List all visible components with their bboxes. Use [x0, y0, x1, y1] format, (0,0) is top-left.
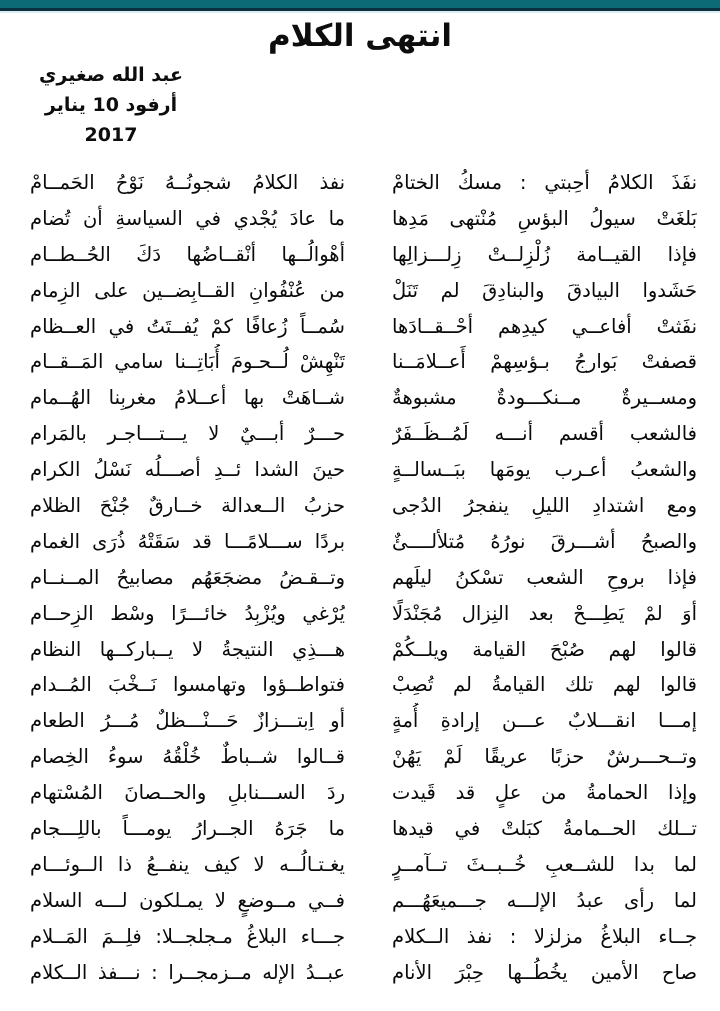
second-hemistich: وتــقـضُ مضجَعَهُم مصابيحُ المــنــام [30, 565, 345, 589]
second-hemistich: شــاهَتْ بها أعــلامُ مغربِنا الهُــمام [30, 386, 345, 410]
second-hemistich: جـــاء البلاغُ مـجلجــلا: فلِــمَ المَــلام [30, 924, 345, 948]
verse-row [0, 237, 720, 273]
byline-block [26, 60, 196, 150]
second-hemistich: هـــذِي النتيجةُ لا يــباركــها النظام [30, 637, 345, 661]
verse-row [0, 273, 720, 309]
second-hemistich: يُرْغي ويُزْبِدُ خائـــرًا وسْط الزِحــام [30, 601, 345, 625]
poem-title: انتهى الكلام [267, 18, 453, 54]
second-hemistich: ما جَرَهُ الجــرارُ يومـــاً باللِـــجام [30, 817, 345, 841]
first-hemistich: والشعبُ أعـرب يومَها ببَــسالــةٍ [392, 458, 697, 482]
second-hemistich: نفذ الكلامُ شجونُــهُ نَوْحُ الحَمــامْ [30, 171, 345, 194]
first-hemistich: فإذا القيــامة زُلْزِلــتْ زِلـــزالِها [392, 242, 697, 266]
verse-row [0, 416, 720, 452]
first-hemistich: فالشعب أقسم أنـــه لَمُــظَــفَرٌ [392, 422, 697, 446]
first-hemistich: بَلغَتْ سيولُ البؤسِ مُنْتهى مَدِها [392, 206, 697, 230]
first-hemistich: فإذا بروحِ الشعب تسْكنُ ليلَهم [392, 565, 697, 589]
second-hemistich: أهْوالُــها أنْقــاضُها دَكَ الحُــطــام [30, 242, 345, 266]
second-hemistich: حـــرٌ أبـــيٌ لا يـــتـــاجـر بالمَرام [30, 422, 345, 446]
author-name: عبد الله صغيري [39, 64, 183, 86]
first-hemistich: نفَذَ الكلامُ أحِبتي : مسكُ الختامْ [392, 171, 697, 194]
second-hemistich: يغـتـالُــه لا كيف ينفــعُ ذا الــوئـــام [30, 852, 345, 876]
first-hemistich: جــاء البلاغُ مزلزلا : نفذ الــكلام [392, 924, 697, 948]
place-date: أرفود 10 يناير 2017 [44, 94, 178, 146]
verse-row [0, 309, 720, 345]
verse-row [0, 919, 720, 955]
second-hemistich: فــي مــوضعٍ لا يمـلكون لـــه السلام [30, 888, 345, 912]
verse-row [0, 452, 720, 488]
second-hemistich: حينَ الشدا ئــدِ أصـــلُه نَسْلُ الكرام [30, 458, 345, 482]
first-hemistich: صاح الأمين يخُطُــها حِبْرَ الأنام [392, 960, 697, 984]
second-hemistich: حزبُ الــعدالة خــارقٌ جُنْحَ الظلام [30, 494, 345, 518]
verse-row [0, 703, 720, 739]
verse-row [0, 775, 720, 811]
verse-row [0, 847, 720, 883]
top-border-bar [0, 0, 720, 8]
first-hemistich: قالوا لهم تلك القيامةُ لم تُصِبْ [392, 673, 697, 697]
second-hemistich: تَنْهِشْ لُــحـومَ أُبَاتِــنا سامي المَــقــام [30, 350, 345, 374]
first-hemistich: لما بدا للشــعبِ خُــبــثَ تــآمــرٍ [392, 852, 697, 876]
second-hemistich: فتواطــؤوا وتهامسوا نَــخْبَ المُــدام [30, 673, 345, 697]
verse-row [0, 524, 720, 560]
second-hemistich: أو اِبتـــزازٌ حَـــنْـــظلٌ مُـــرُ الطعام [30, 709, 345, 733]
verse-row [0, 955, 720, 991]
verse-row [0, 344, 720, 380]
top-border-underline [0, 11, 720, 13]
first-hemistich: قالوا لهم صُبْحَ القيامة ويلــكُمْ [392, 637, 697, 661]
first-hemistich: أوَ لمْ يَطِـــحْ بعد النِزال مُجَنْدَلًا [392, 601, 697, 625]
second-hemistich: ردَ الســـنابلِ والحــصانَ المُسْتهام [30, 781, 345, 805]
verse-row [0, 201, 720, 237]
verse-row [0, 380, 720, 416]
second-hemistich: من عُنْفُوانِ القــابِضــين على الزِمام [30, 278, 345, 302]
verse-row [0, 739, 720, 775]
first-hemistich: ومع اشتدادِ الليلِ ينفجرُ الدُجى [392, 494, 697, 518]
verse-row [0, 811, 720, 847]
first-hemistich: وتــحـــرشٌ حزبًا عريقًا لَمْ يَهُنْ [392, 745, 697, 769]
first-hemistich: ومســيرةٌ مــنكـــودةٌ مشبوهةٌ [392, 386, 697, 410]
first-hemistich: نفَثتْ أفاعــي كيدِهم أحْــقــادَها [392, 314, 697, 338]
first-hemistich: تــلك الحــمامةُ كبَلتْ في قيدها [392, 817, 697, 841]
verse-row [0, 596, 720, 632]
second-hemistich: قــالوا شــباطٌ خُلْقُهُ سوءُ الخِصام [30, 745, 345, 769]
second-hemistich: عبــدُ الإله مــزمجــرا : نـــفذ الــكلام [30, 960, 345, 984]
first-hemistich: وإذا الحمامةُ من علٍ قد قَيدت [392, 781, 697, 805]
verse-row [0, 488, 720, 524]
second-hemistich: ما عادَ يُجْدي في السياسةِ أن تُضام [30, 206, 345, 230]
second-hemistich: سُمــاً زُعافًا كمْ يُفــتَتُ في العــظام [30, 314, 345, 338]
verse-row [0, 667, 720, 703]
poem-body [0, 165, 720, 990]
second-hemistich: بردًا ســـلامًـــا قد سَقَتْهُ ذُرَى الغمام [30, 529, 345, 553]
verse-row [0, 560, 720, 596]
first-hemistich: قصفتْ بَوارجُ بـؤسِهمْ أَعــلامَــنا [392, 350, 697, 374]
verse-row [0, 165, 720, 201]
first-hemistich: حَشَدوا البيادقَ والبنادِقَ لم تَنَلْ [392, 278, 697, 302]
first-hemistich: إمـــا انقـــلابٌ عـــن إرادةِ أُمةٍ [392, 709, 697, 733]
first-hemistich: لما رأى عبدُ الإلـــه جـــميعَهُـــم [392, 888, 697, 912]
first-hemistich: والصبحُ أشـــرقَ نورُهُ مُتلألــــئٌ [392, 529, 697, 553]
verse-row [0, 632, 720, 668]
verse-row [0, 883, 720, 919]
